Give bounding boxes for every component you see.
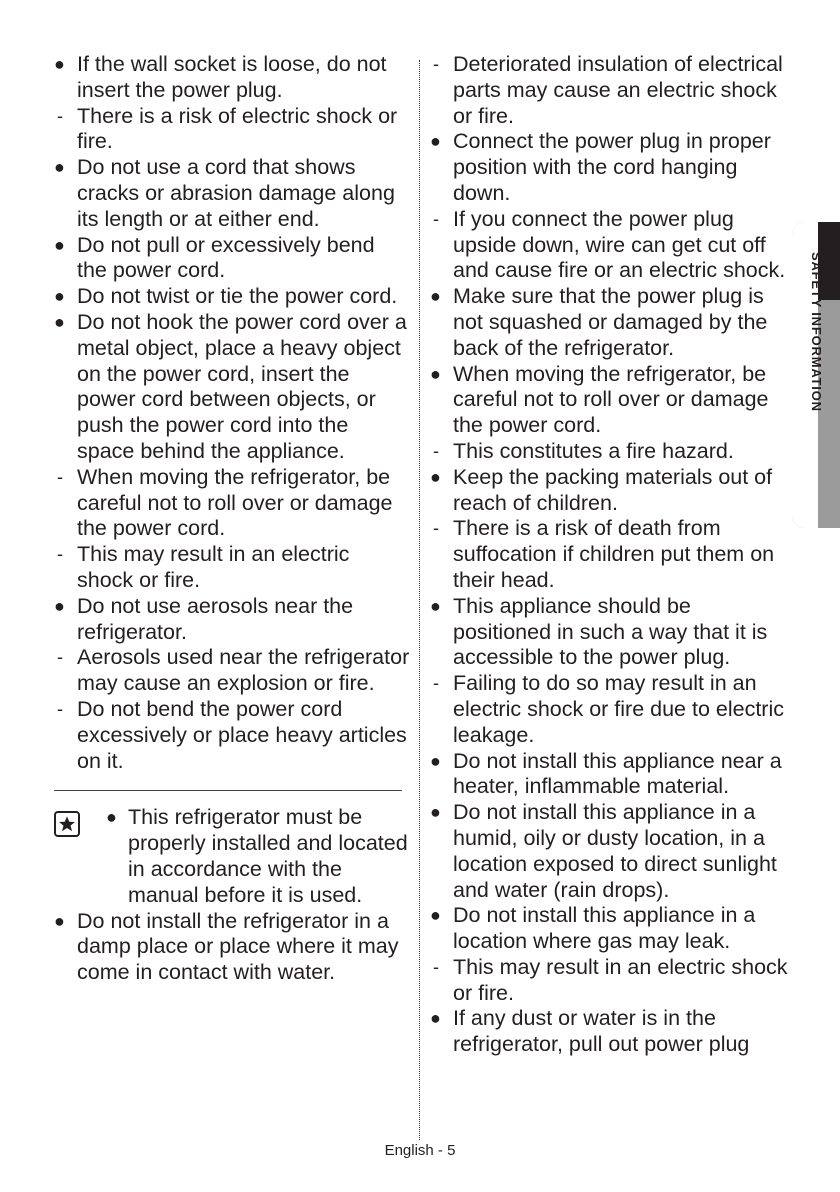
bullet-mark: ● [430,131,441,152]
item-text: Do not install this appliance in a humid, oily or dusty location, in a location exposed to direct sunlight and water (rain drops). [453,800,777,902]
item-text: Do not twist or tie the power cord. [77,284,398,309]
item-text: If you connect the power plug upside down, wire can get cut off and cause fire or an electric shock. [453,206,786,283]
dash-mark: - [433,956,439,977]
bullet-item [54,594,410,646]
item-text: Do not install this appliance near a heater, inflammable material. [453,748,782,799]
item-text: When moving the refrigerator, be careful not to roll over or damage the power cord. [453,361,769,438]
item-text: Do not use a cord that shows cracks or abrasion damage along its length or at either end. [77,155,395,231]
bullet-item [54,155,410,232]
left-list-after [54,909,410,986]
item-text: Do not install this appliance in a location where gas may leak. [453,903,756,954]
left-list [54,52,410,774]
dash-item [430,516,790,593]
bullet-mark: ● [430,363,441,384]
dash-mark: - [433,518,439,539]
page-footer: English - 5 [384,1142,456,1159]
item-text: This may result in an electric shock or fire. [453,954,788,1005]
note-box [54,805,410,908]
right-column [430,52,790,1058]
dash-item [54,645,410,697]
item-text: Failing to do so may result in an electric shock or fire due to electric leakage. [453,671,784,747]
note-text: This refrigerator must be properly installed and located in accordance with the manual before it is used. [128,805,408,907]
item-text: If the wall socket is loose, do not insert the power plug. [77,52,387,102]
bullet-mark: ● [54,311,65,332]
dash-mark: - [433,208,439,229]
dash-mark: - [433,440,439,461]
item-text: Aerosols used near the refrigerator may cause an explosion or fire. [77,645,410,696]
dash-item [430,955,790,1007]
bullet-item [54,233,410,285]
item-text: Connect the power plug in proper position with the cord hanging down. [453,129,771,205]
dash-mark: - [433,54,439,74]
item-text: Do not pull or excessively bend the power cord. [77,232,375,283]
dash-mark: - [57,647,63,668]
bullet-item [430,284,790,361]
bullet-item [54,284,410,310]
bullet-mark: ● [430,286,441,307]
bullet-mark: ● [430,905,441,926]
dash-item [54,542,410,594]
bullet-mark: ● [430,802,441,823]
item-text: If any dust or water is in the refrigerator, pull out power plug [453,1006,750,1057]
dash-item [54,465,410,542]
dash-mark: - [57,105,63,126]
item-text: Do not bend the power cord excessively or place heavy articles on it. [77,696,407,773]
bullet-mark: ● [106,807,117,828]
bullet-item [54,52,410,104]
bullet-item [54,909,410,986]
bullet-item [430,129,790,206]
dash-mark: - [57,698,63,719]
item-text: Deteriorated insulation of electrical parts may cause an electric shock or fire. [453,52,783,128]
dash-item [430,671,790,748]
bullet-item [54,310,410,465]
column-divider [419,60,420,1140]
bullet-mark: ● [54,54,65,74]
bullet-item [430,594,790,671]
section-side-tab [792,222,840,528]
right-list [430,52,790,1058]
item-text: Keep the packing materials out of reach of children. [453,464,773,515]
bullet-item [430,362,790,439]
dash-item [430,52,790,129]
bullet-item [430,465,790,517]
bullet-item [430,1006,790,1058]
section-divider [54,790,402,791]
dash-item [430,439,790,465]
bullet-mark: ● [54,910,65,931]
bullet-mark: ● [430,750,441,771]
dash-mark: - [57,466,63,487]
note-item [106,805,410,908]
dash-item [430,207,790,284]
item-text: Do not install the refrigerator in a damp place or place where it may come in contact with water. [77,908,399,985]
item-text: There is a risk of electric shock or fire. [77,103,398,154]
bullet-mark: ● [54,286,65,307]
bullet-mark: ● [54,157,65,178]
item-text: When moving the refrigerator, be careful not to roll over or damage the power cord. [77,464,393,541]
item-text: This constitutes a fire hazard. [453,438,734,463]
item-text: Do not hook the power cord over a metal object, place a heavy object on the power cord, insert the power cord between objects, or push the power cord into the space behind the appliance. [77,309,407,463]
dash-mark: - [57,544,63,565]
dash-item [54,697,410,774]
bullet-mark: ● [54,234,65,255]
bullet-item [430,800,790,903]
item-text: This may result in an electric shock or fire. [77,542,350,592]
item-text: Make sure that the power plug is not squashed or damaged by the back of the refrigerator. [453,284,768,360]
item-text: There is a risk of death from suffocation if children put them on their head. [453,516,775,592]
star-note-icon [54,811,80,837]
side-tab-label: SAFETY INFORMATION [809,252,824,412]
bullet-item [430,749,790,801]
dash-item [54,104,410,156]
bullet-mark: ● [430,1008,441,1029]
bullet-item [430,903,790,955]
dash-mark: - [433,673,439,694]
bullet-mark: ● [54,595,65,616]
item-text: This appliance should be positioned in such a way that it is accessible to the power plug. [453,593,768,670]
bullet-mark: ● [430,595,441,616]
bullet-mark: ● [430,466,441,487]
left-column [54,52,410,986]
item-text: Do not use aerosols near the refrigerator. [77,593,354,644]
